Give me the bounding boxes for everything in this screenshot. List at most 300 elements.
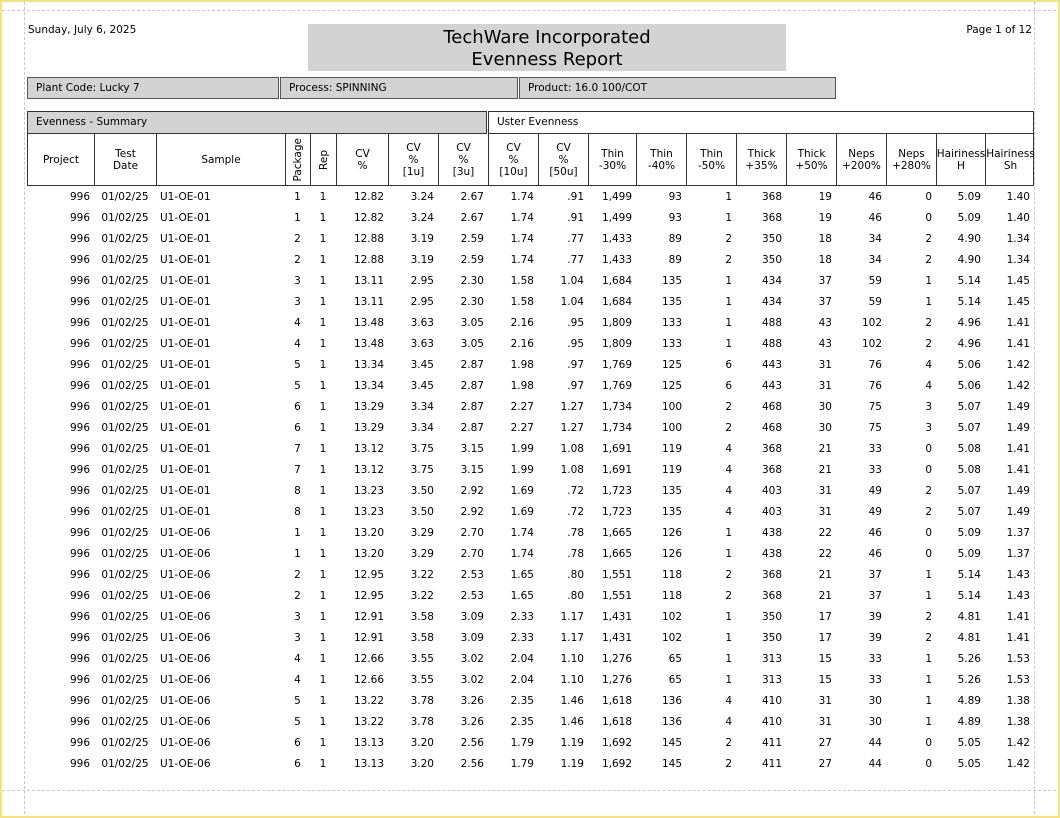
- table-cell: 4.89: [957, 695, 981, 707]
- table-cell: 4.89: [957, 716, 981, 728]
- table-row: [27, 565, 1034, 586]
- table-cell: 135: [661, 506, 682, 518]
- table-cell: 2.67: [460, 191, 484, 203]
- table-cell: 01/02/25: [101, 695, 149, 707]
- table-cell: 1: [725, 296, 732, 308]
- table-cell: .77: [567, 254, 584, 266]
- table-cell: 2: [925, 611, 932, 623]
- table-cell: 13.20: [353, 548, 384, 560]
- table-cell: 1: [725, 338, 732, 350]
- table-cell: 65: [668, 653, 682, 665]
- table-cell: 4: [725, 716, 732, 728]
- table-cell: 1: [925, 275, 932, 287]
- table-cell: 145: [661, 737, 682, 749]
- table-cell: 1.04: [560, 296, 584, 308]
- table-cell: 31: [818, 716, 832, 728]
- table-cell: 6: [294, 737, 301, 749]
- table-cell: 411: [761, 758, 782, 770]
- table-cell: 13.12: [353, 443, 384, 455]
- table-cell: 4.81: [957, 611, 981, 623]
- table-cell: 0: [925, 548, 932, 560]
- table-cell: 76: [868, 359, 882, 371]
- table-cell: 5.09: [957, 527, 981, 539]
- table-cell: 4.90: [957, 254, 981, 266]
- table-cell: 136: [661, 695, 682, 707]
- table-cell: U1-OE-06: [160, 548, 211, 560]
- table-cell: 996: [69, 191, 90, 203]
- table-cell: 30: [818, 422, 832, 434]
- table-cell: 4: [294, 653, 301, 665]
- column-header: CV % [10u]: [489, 134, 539, 185]
- table-cell: 1: [294, 527, 301, 539]
- table-cell: 12.66: [353, 653, 384, 665]
- table-cell: 46: [868, 527, 882, 539]
- table-cell: 1.69: [510, 506, 534, 518]
- table-cell: 1.41: [1006, 338, 1030, 350]
- table-cell: 1,499: [601, 191, 632, 203]
- table-cell: U1-OE-01: [160, 464, 211, 476]
- table-cell: 4: [725, 695, 732, 707]
- table-cell: 438: [761, 548, 782, 560]
- table-cell: 996: [69, 590, 90, 602]
- table-cell: U1-OE-01: [160, 443, 211, 455]
- table-cell: 1: [725, 674, 732, 686]
- table-cell: 102: [861, 338, 882, 350]
- table-cell: 1.46: [560, 716, 584, 728]
- table-cell: 1: [319, 611, 327, 623]
- table-cell: 1.98: [510, 380, 534, 392]
- table-cell: 996: [69, 758, 90, 770]
- table-cell: 1.65: [510, 590, 534, 602]
- table-cell: 350: [761, 632, 782, 644]
- table-cell: 996: [69, 611, 90, 623]
- table-cell: .91: [567, 212, 584, 224]
- table-cell: U1-OE-06: [160, 632, 211, 644]
- table-cell: 996: [69, 653, 90, 665]
- table-cell: 1: [725, 611, 732, 623]
- table-cell: 468: [761, 422, 782, 434]
- table-cell: 1.74: [510, 254, 534, 266]
- table-cell: 33: [868, 653, 882, 665]
- table-cell: 996: [69, 233, 90, 245]
- table-cell: 1.99: [510, 443, 534, 455]
- table-cell: U1-OE-01: [160, 485, 211, 497]
- table-cell: 21: [818, 569, 832, 581]
- table-cell: 368: [761, 569, 782, 581]
- table-cell: 5.09: [957, 212, 981, 224]
- table-row: [27, 355, 1034, 376]
- table-cell: 6: [294, 401, 301, 413]
- table-cell: 01/02/25: [101, 506, 149, 518]
- table-cell: 13.23: [353, 485, 384, 497]
- table-cell: 1: [319, 695, 327, 707]
- table-cell: 135: [661, 275, 682, 287]
- table-cell: 01/02/25: [101, 737, 149, 749]
- table-cell: U1-OE-06: [160, 569, 211, 581]
- table-cell: 0: [925, 737, 932, 749]
- table-cell: 01/02/25: [101, 296, 149, 308]
- table-cell: 12.82: [353, 191, 384, 203]
- column-header: Neps +200%: [837, 134, 887, 185]
- table-cell: 5.06: [957, 359, 981, 371]
- table-cell: 996: [69, 527, 90, 539]
- table-cell: 5.26: [957, 653, 981, 665]
- table-cell: 1.42: [1006, 359, 1030, 371]
- table-cell: 01/02/25: [101, 569, 149, 581]
- table-cell: U1-OE-01: [160, 401, 211, 413]
- table-cell: 2: [925, 485, 932, 497]
- table-cell: 37: [818, 296, 832, 308]
- table-cell: 13.22: [353, 716, 384, 728]
- table-cell: 44: [868, 737, 882, 749]
- table-cell: 12.82: [353, 212, 384, 224]
- table-cell: 125: [661, 380, 682, 392]
- table-cell: 01/02/25: [101, 212, 149, 224]
- table-cell: 12.95: [353, 590, 384, 602]
- table-row: [27, 712, 1034, 733]
- table-cell: 1.74: [510, 233, 534, 245]
- table-cell: 1: [319, 254, 327, 266]
- table-cell: 12.66: [353, 674, 384, 686]
- table-cell: 3.29: [410, 527, 434, 539]
- table-cell: 4: [294, 317, 301, 329]
- table-cell: 3.19: [410, 254, 434, 266]
- table-cell: 2: [725, 569, 732, 581]
- table-cell: 2.35: [510, 716, 534, 728]
- table-cell: 1.41: [1006, 443, 1030, 455]
- table-cell: 3.63: [410, 317, 434, 329]
- table-cell: 01/02/25: [101, 716, 149, 728]
- report-title-box: [308, 24, 786, 71]
- table-cell: 368: [761, 590, 782, 602]
- table-cell: 1,691: [601, 443, 632, 455]
- table-cell: 5: [294, 716, 301, 728]
- table-cell: 5.14: [957, 569, 981, 581]
- table-cell: 7: [294, 464, 301, 476]
- table-cell: 1: [319, 275, 327, 287]
- table-cell: 1: [319, 380, 327, 392]
- table-cell: 1: [725, 317, 732, 329]
- column-header: Thick +50%: [787, 134, 837, 185]
- table-row: [27, 502, 1034, 523]
- table-cell: 44: [868, 758, 882, 770]
- table-cell: U1-OE-01: [160, 317, 211, 329]
- table-cell: 37: [868, 590, 882, 602]
- table-row: [27, 544, 1034, 565]
- table-cell: 1,276: [601, 653, 632, 665]
- table-cell: 01/02/25: [101, 527, 149, 539]
- process: Process: SPINNING: [280, 77, 518, 99]
- table-cell: 1.49: [1006, 506, 1030, 518]
- table-cell: 368: [761, 443, 782, 455]
- table-row: [27, 607, 1034, 628]
- table-cell: 996: [69, 485, 90, 497]
- table-cell: 1,809: [601, 338, 632, 350]
- table-cell: 350: [761, 233, 782, 245]
- table-cell: 996: [69, 275, 90, 287]
- table-cell: 1,723: [601, 485, 632, 497]
- table-cell: 1,665: [601, 548, 632, 560]
- table-cell: 75: [868, 401, 882, 413]
- product: Product: 16.0 100/COT: [519, 77, 836, 99]
- table-cell: 2.70: [460, 527, 484, 539]
- table-cell: 1.79: [510, 758, 534, 770]
- table-row: [27, 376, 1034, 397]
- table-cell: 1.38: [1006, 716, 1030, 728]
- table-cell: 01/02/25: [101, 485, 149, 497]
- table-cell: 1: [319, 548, 327, 560]
- table-cell: 33: [868, 674, 882, 686]
- table-cell: 1,692: [601, 737, 632, 749]
- table-cell: 2.16: [510, 338, 534, 350]
- column-header: Thick +35%: [737, 134, 787, 185]
- table-cell: 1.65: [510, 569, 534, 581]
- table-cell: 1: [319, 758, 327, 770]
- table-cell: 350: [761, 254, 782, 266]
- table-cell: 01/02/25: [101, 233, 149, 245]
- table-row: [27, 481, 1034, 502]
- table-cell: 1.04: [560, 275, 584, 287]
- table-cell: 1: [294, 548, 301, 560]
- column-header: CV % [50u]: [539, 134, 589, 185]
- table-cell: 119: [661, 464, 682, 476]
- table-cell: 5: [294, 380, 301, 392]
- table-cell: 0: [925, 527, 932, 539]
- table-cell: 2.59: [460, 254, 484, 266]
- table-cell: 12.91: [353, 632, 384, 644]
- table-cell: 33: [868, 464, 882, 476]
- table-cell: 102: [861, 317, 882, 329]
- table-cell: 34: [868, 233, 882, 245]
- table-cell: 01/02/25: [101, 317, 149, 329]
- table-cell: .91: [567, 191, 584, 203]
- table-cell: 0: [925, 464, 932, 476]
- table-cell: 27: [818, 758, 832, 770]
- table-cell: 2.70: [460, 548, 484, 560]
- table-cell: 488: [761, 338, 782, 350]
- column-header: Test Date: [95, 134, 157, 185]
- table-cell: 2: [725, 401, 732, 413]
- table-cell: 3.24: [410, 212, 434, 224]
- column-header: Package: [286, 134, 311, 185]
- table-cell: 01/02/25: [101, 611, 149, 623]
- table-cell: 15: [818, 674, 832, 686]
- column-header: Thin -30%: [589, 134, 637, 185]
- table-cell: 5.14: [957, 296, 981, 308]
- table-cell: 01/02/25: [101, 359, 149, 371]
- table-cell: 33: [868, 443, 882, 455]
- table-cell: 1,734: [601, 401, 632, 413]
- table-cell: U1-OE-01: [160, 380, 211, 392]
- table-cell: 46: [868, 191, 882, 203]
- table-cell: U1-OE-06: [160, 611, 211, 623]
- column-header: CV % [3u]: [439, 134, 489, 185]
- table-cell: 8: [294, 506, 301, 518]
- table-cell: 4: [294, 338, 301, 350]
- table-cell: 39: [868, 632, 882, 644]
- table-cell: 13.23: [353, 506, 384, 518]
- table-cell: 1,551: [601, 590, 632, 602]
- table-cell: 1,665: [601, 527, 632, 539]
- table-cell: 13.29: [353, 401, 384, 413]
- table-cell: 468: [761, 401, 782, 413]
- table-cell: 1.74: [510, 212, 534, 224]
- table-cell: 996: [69, 254, 90, 266]
- table-cell: 93: [668, 212, 682, 224]
- table-cell: U1-OE-01: [160, 212, 211, 224]
- table-cell: 1: [925, 674, 932, 686]
- table-row: [27, 271, 1034, 292]
- table-cell: 1: [925, 695, 932, 707]
- table-cell: 1,734: [601, 422, 632, 434]
- table-cell: 31: [818, 695, 832, 707]
- table-cell: 3.50: [410, 506, 434, 518]
- table-cell: .72: [567, 506, 584, 518]
- table-cell: 3.05: [460, 338, 484, 350]
- table-cell: 13.20: [353, 527, 384, 539]
- table-cell: 1: [725, 212, 732, 224]
- table-cell: .78: [567, 548, 584, 560]
- table-cell: 01/02/25: [101, 443, 149, 455]
- table-cell: 1: [294, 191, 301, 203]
- table-cell: 34: [868, 254, 882, 266]
- table-cell: 5.14: [957, 275, 981, 287]
- table-cell: 3.26: [460, 695, 484, 707]
- table-cell: 2.27: [510, 422, 534, 434]
- table-cell: 1.74: [510, 191, 534, 203]
- table-cell: 01/02/25: [101, 632, 149, 644]
- table-cell: 12.95: [353, 569, 384, 581]
- table-cell: 01/02/25: [101, 590, 149, 602]
- table-cell: .95: [567, 317, 584, 329]
- table-cell: 46: [868, 548, 882, 560]
- table-cell: 1.42: [1006, 380, 1030, 392]
- table-cell: 01/02/25: [101, 338, 149, 350]
- table-cell: .78: [567, 527, 584, 539]
- table-cell: 01/02/25: [101, 653, 149, 665]
- table-cell: 1.41: [1006, 611, 1030, 623]
- table-cell: 1.43: [1006, 590, 1030, 602]
- table-cell: 438: [761, 527, 782, 539]
- table-row: [27, 733, 1034, 754]
- table-cell: 30: [868, 695, 882, 707]
- table-cell: 5: [294, 359, 301, 371]
- table-cell: 1,431: [601, 632, 632, 644]
- table-cell: 1.53: [1006, 653, 1030, 665]
- table-cell: 3.09: [460, 632, 484, 644]
- table-row: [27, 586, 1034, 607]
- table-cell: 996: [69, 401, 90, 413]
- table-cell: 3.19: [410, 233, 434, 245]
- table-cell: 31: [818, 359, 832, 371]
- table-cell: 22: [818, 548, 832, 560]
- table-cell: 996: [69, 548, 90, 560]
- page-margin-guide: [24, 2, 25, 814]
- table-cell: 1.41: [1006, 632, 1030, 644]
- table-cell: 3.15: [460, 464, 484, 476]
- table-cell: 2.04: [510, 674, 534, 686]
- table-cell: 100: [661, 401, 682, 413]
- table-cell: 1,618: [601, 695, 632, 707]
- table-cell: 1,769: [601, 359, 632, 371]
- table-cell: U1-OE-01: [160, 296, 211, 308]
- table-cell: 1.40: [1006, 212, 1030, 224]
- table-cell: 13.48: [353, 338, 384, 350]
- table-cell: 3.22: [410, 569, 434, 581]
- table-cell: 1: [319, 233, 327, 245]
- table-cell: 2.87: [460, 359, 484, 371]
- table-cell: 126: [661, 548, 682, 560]
- table-cell: 4: [925, 380, 932, 392]
- table-cell: 1.42: [1006, 737, 1030, 749]
- column-header: Hairiness H: [937, 134, 986, 185]
- table-cell: 1: [319, 464, 327, 476]
- table-cell: 12.88: [353, 254, 384, 266]
- table-cell: 1: [319, 212, 327, 224]
- table-cell: 411: [761, 737, 782, 749]
- company-name: TechWare Incorporated: [443, 27, 651, 48]
- table-cell: 1.74: [510, 548, 534, 560]
- table-cell: 996: [69, 737, 90, 749]
- table-cell: 1.38: [1006, 695, 1030, 707]
- table-cell: 01/02/25: [101, 758, 149, 770]
- table-cell: 18: [818, 254, 832, 266]
- data-table: [27, 187, 1034, 775]
- table-row: [27, 418, 1034, 439]
- table-cell: 145: [661, 758, 682, 770]
- table-cell: 2: [725, 422, 732, 434]
- table-cell: 17: [818, 611, 832, 623]
- table-cell: 4: [294, 674, 301, 686]
- table-cell: 403: [761, 485, 782, 497]
- column-header: CV %: [337, 134, 389, 185]
- table-cell: 31: [818, 506, 832, 518]
- table-cell: 135: [661, 485, 682, 497]
- table-cell: 01/02/25: [101, 674, 149, 686]
- table-cell: 12.91: [353, 611, 384, 623]
- table-cell: 1.74: [510, 527, 534, 539]
- summary-section-header: Evenness - Summary: [27, 111, 487, 134]
- table-cell: 2: [925, 317, 932, 329]
- page-margin-guide: [2, 790, 1056, 791]
- table-row: [27, 187, 1034, 208]
- table-cell: 102: [661, 632, 682, 644]
- table-cell: 3.05: [460, 317, 484, 329]
- table-cell: 4.81: [957, 632, 981, 644]
- table-cell: 01/02/25: [101, 401, 149, 413]
- table-cell: 01/02/25: [101, 548, 149, 560]
- table-cell: U1-OE-06: [160, 737, 211, 749]
- column-header: Rep: [311, 134, 337, 185]
- table-cell: 1: [725, 191, 732, 203]
- table-cell: 6: [725, 380, 732, 392]
- table-cell: 19: [818, 212, 832, 224]
- table-cell: 3.50: [410, 485, 434, 497]
- table-cell: 1.58: [510, 296, 534, 308]
- table-cell: 3: [925, 401, 932, 413]
- table-cell: 93: [668, 191, 682, 203]
- table-cell: 2.87: [460, 401, 484, 413]
- table-cell: 136: [661, 716, 682, 728]
- table-cell: 3.02: [460, 653, 484, 665]
- table-cell: U1-OE-01: [160, 359, 211, 371]
- table-cell: 3.02: [460, 674, 484, 686]
- table-cell: 3.26: [460, 716, 484, 728]
- table-cell: 996: [69, 716, 90, 728]
- table-cell: 1.43: [1006, 569, 1030, 581]
- table-cell: 1: [319, 401, 327, 413]
- table-cell: 22: [818, 527, 832, 539]
